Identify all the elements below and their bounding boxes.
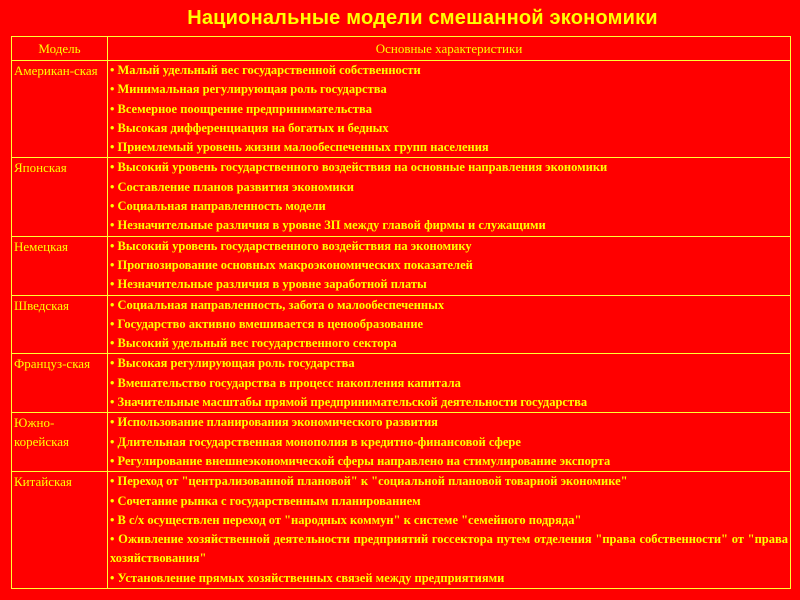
table-row <box>12 472 791 589</box>
characteristic-item: • Незначительные различия в уровне заработной платы <box>110 277 427 292</box>
characteristic-item: • Государство активно вмешивается в ценообразование <box>110 316 424 331</box>
table-row <box>12 413 791 472</box>
characteristic-item: • Социальная направленность модели <box>110 199 326 214</box>
table-row <box>12 236 791 295</box>
characteristics-cell <box>108 295 791 354</box>
model-name: Шведская <box>12 295 108 354</box>
characteristic-item: • Длительная государственная монополия в кредитно-финансовой сфере <box>110 434 521 449</box>
characteristics-cell <box>108 158 791 236</box>
characteristic-item: • Регулирование внешнеэкономической сферы направлено на стимулирование экспорта <box>110 453 611 468</box>
characteristic-item: • Высокая дифференциация на богатых и бедных <box>110 120 389 135</box>
characteristic-item: • Малый удельный вес государственной собственности <box>110 63 421 77</box>
characteristic-item: • Прогнозирование основных макроэкономических показателей <box>110 257 473 272</box>
characteristic-item: • Оживление хозяйственной деятельности предприятий госсектора путем отделения "права собственности" от "права хозяйствования" <box>110 532 788 566</box>
characteristic-item: • Составление планов развития экономики <box>110 179 355 194</box>
model-name: Американ-ская <box>12 61 108 158</box>
characteristic-item: • Значительные масштабы прямой предпринимательской деятельности государства <box>110 395 588 410</box>
characteristic-item: • Использование планирования экономического развития <box>110 415 438 430</box>
characteristics-cell <box>108 472 791 589</box>
characteristics-cell <box>108 61 791 158</box>
characteristic-item: • Сочетание рынка с государственным планированием <box>110 493 421 508</box>
table-row <box>12 61 791 158</box>
characteristic-item: • Социальная направленность, забота о малообеспеченных <box>110 297 445 312</box>
table-header-row <box>12 37 791 61</box>
characteristics-cell <box>108 236 791 295</box>
model-name: Японская <box>12 158 108 236</box>
models-table <box>11 36 791 589</box>
characteristics-cell <box>108 413 791 472</box>
characteristics-cell <box>108 354 791 413</box>
characteristic-item: • Высокий уровень государственного воздействия на основные направления экономики <box>110 160 608 175</box>
characteristic-item: • Высокая регулирующая роль государства <box>110 356 355 371</box>
page-title: Национальные модели смешанной экономики <box>187 7 658 29</box>
characteristic-item: • Высокий уровень государственного воздействия на экономику <box>110 238 472 253</box>
model-name: Француз-ская <box>12 354 108 413</box>
characteristic-item: • Переход от "централизованной плановой" к "социальной плановой товарной экономике" <box>110 474 628 489</box>
characteristic-item: • Всемерное поощрение предпринимательства <box>110 101 373 116</box>
model-name: Немецкая <box>12 236 108 295</box>
table-row <box>12 295 791 354</box>
characteristic-item: • Приемлемый уровень жизни малообеспеченных групп населения <box>110 140 489 155</box>
table-row <box>12 354 791 413</box>
model-name: Китайская <box>12 472 108 589</box>
table-row <box>12 158 791 236</box>
characteristic-item: • Высокий удельный вес государственного сектора <box>110 336 397 351</box>
characteristic-item: • Незначительные различия в уровне ЗП между главой фирмы и служащими <box>110 218 546 233</box>
characteristic-item: • Установление прямых хозяйственных связей между предприятиями <box>110 570 505 585</box>
header-characteristics: Основные характеристики <box>108 37 791 61</box>
characteristic-item: • Вмешательство государства в процесс накопления капитала <box>110 375 461 390</box>
characteristic-item: • В с/х осуществлен переход от "народных коммун" к системе "семейного подряда" <box>110 512 582 527</box>
model-name: Южно-корейская <box>12 413 108 472</box>
header-model: Модель <box>12 37 108 61</box>
characteristic-item: • Минимальная регулирующая роль государства <box>110 82 387 97</box>
